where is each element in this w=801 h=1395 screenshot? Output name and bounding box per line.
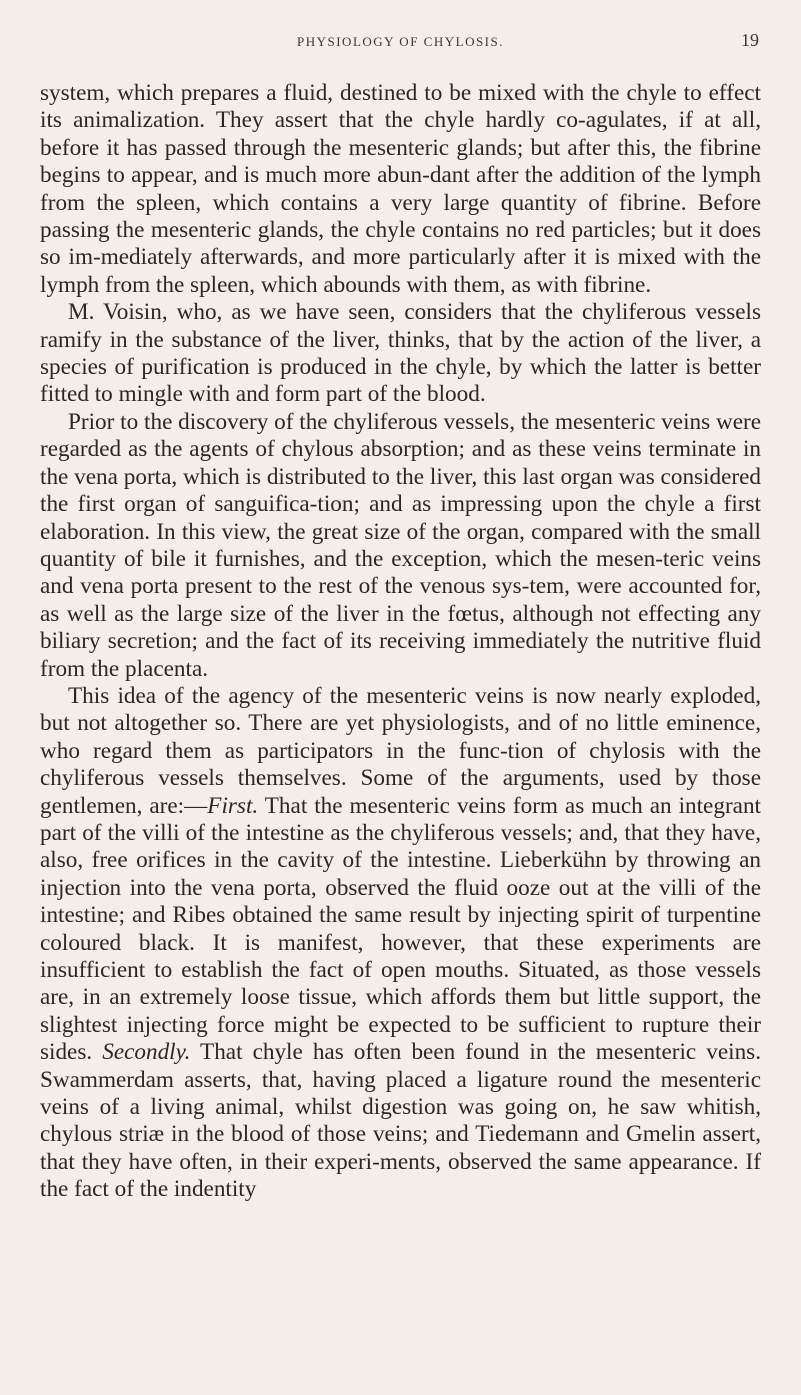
- first-label: First.: [207, 792, 259, 819]
- body-text: [40, 80, 761, 1204]
- paragraph-4-first-argument: That the mesenteric veins form as much an integrant part of the villi of the intestine as the chyliferous vessels; and, that they have, also, free orifices in the cavity of the intestine. Lieberkühn by throwing an injection into the vena porta, observed the fluid ooze out at the villi of the intestine; and Ribes obtained the same result by injecting spirit of turpentine coloured black. It is manifest, however, that these experiments are insufficient to establish the fact of open mouths. Situated, as those vessels are, in an extremely loose tissue, which affords them but little support, the slightest injecting force might be expected to be sufficient to rupture their sides.: [40, 792, 761, 1066]
- paragraph-4-second-argument: That chyle has often been found in the mesenteric veins. Swammerdam asserts, that, having placed a ligature round the mesenteric veins of a living animal, whilst digestion was going on, he saw whitish, chylous striæ in the blood of those veins; and Tiedemann and Gmelin assert, that they have often, in their experi-ments, observed the same appearance. If the fact of the indentity: [40, 1039, 762, 1203]
- paragraph-2: M. Voisin, who, as we have seen, considers that the chyliferous vessels ramify in the substance of the liver, thinks, that by the action of the liver, a species of purification is produced in the chyle, by which the latter is better fitted to mingle with and form part of the blood.: [40, 299, 761, 408]
- paragraph-3: Prior to the discovery of the chyliferous vessels, the mesenteric veins were regarded as the agents of chylous absorption; and as these veins terminate in the vena porta, which is distributed to the liver, this last organ was considered the first organ of sanguifica-tion; and as impressing upon the chyle a first elaboration. In this view, the great size of the organ, compared with the small quantity of bile it furnishes, and the exception, which the mesen-teric veins and vena porta present to the rest of the venous sys-tem, were accounted for, as well as the large size of the liver in the fœtus, although not effecting any biliary secretion; and the fact of its receiving immediately the nutritive fluid from the placenta.: [40, 408, 761, 682]
- running-title: PHYSIOLOGY OF CHYLOSIS.: [296, 34, 504, 49]
- secondly-label: Secondly.: [102, 1039, 191, 1066]
- paragraph-4-intro: This idea of the agency of the mesenteric veins is now nearly exploded, but not altogether so. There are yet physiologists, and of no little eminence, who regard them as participators in the func-tion of chylosis with the chyliferous vessels themselves. Some of the arguments, used by those gentlemen, are:—: [40, 682, 761, 819]
- page-header: [40, 30, 761, 60]
- page-number: 19: [741, 30, 759, 50]
- paragraph-4: [40, 683, 761, 1204]
- paragraph-1: system, which prepares a fluid, destined to be mixed with the chyle to effect its animalization. They assert that the chyle hardly co-agulates, if at all, before it has passed through the mesenteric glands; but after this, the fibrine begins to appear, and is much more abun-dant after the addition of the lymph from the spleen, which contains a very large quantity of fibrine. Before passing the mesenteric glands, the chyle contains no red particles; but it does so im-mediately afterwards, and more particularly after it is mixed with the lymph from the spleen, which abounds with them, as with fibrine.: [40, 80, 761, 298]
